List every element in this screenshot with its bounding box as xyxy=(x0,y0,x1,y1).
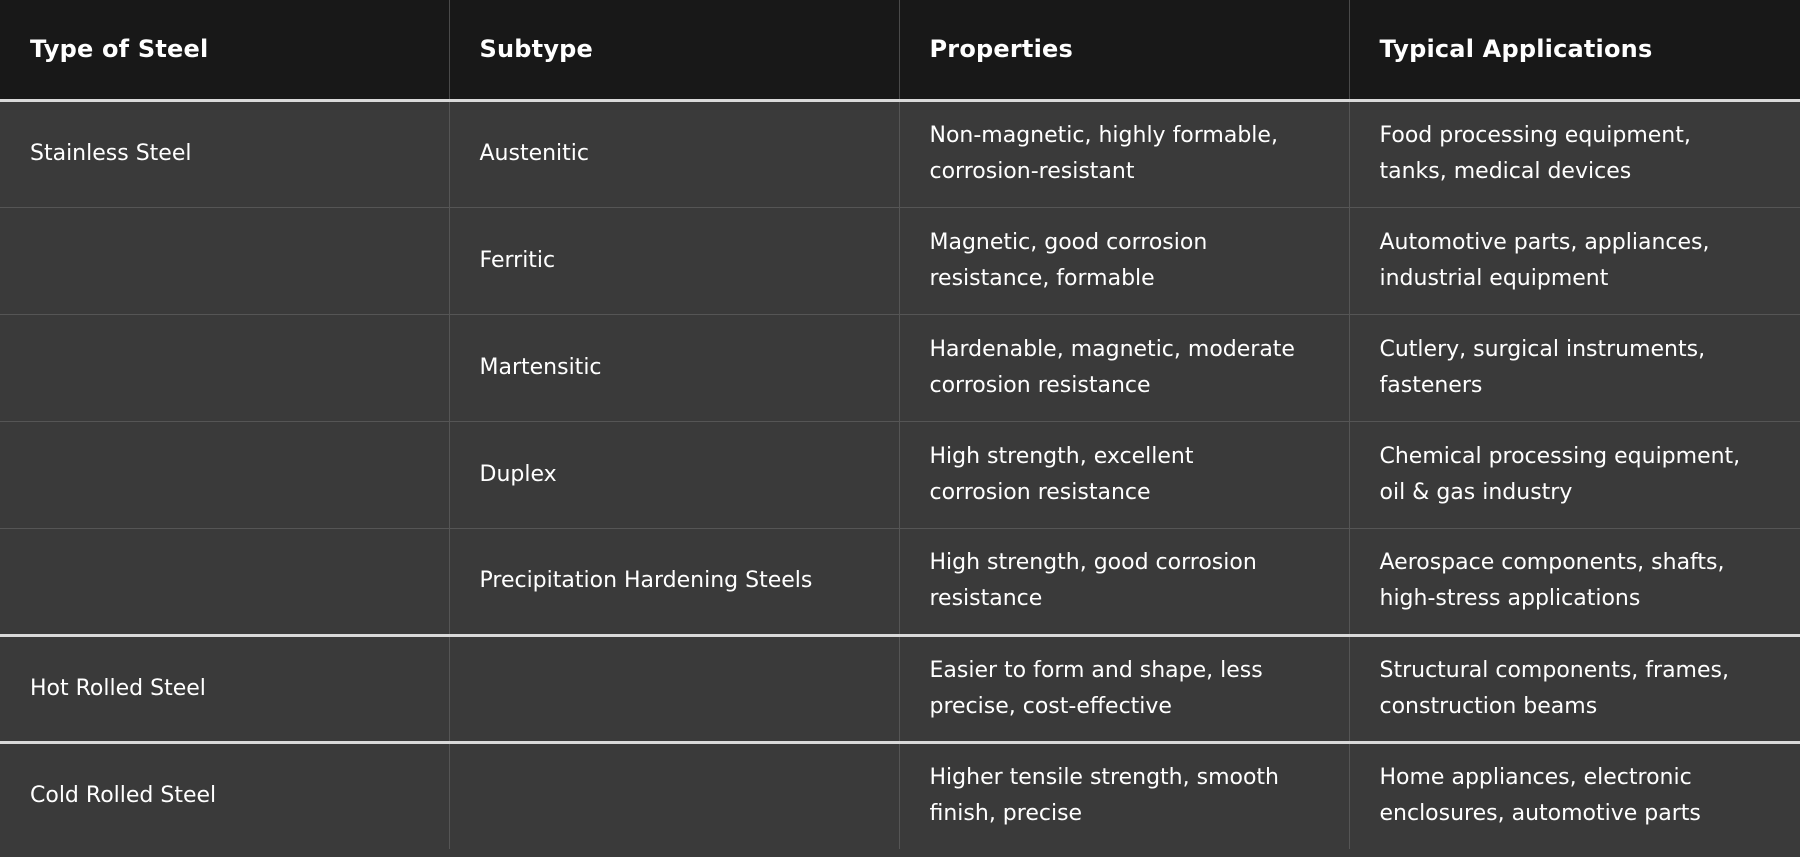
table-row xyxy=(0,635,1800,742)
line: Home appliances, electronic xyxy=(1379,765,1692,791)
cell-subtype: Duplex xyxy=(449,421,899,528)
table-row xyxy=(0,207,1800,314)
cell-properties xyxy=(899,421,1349,528)
cell-subtype: Ferritic xyxy=(449,207,899,314)
cell-type xyxy=(0,528,449,635)
cell-applications xyxy=(1349,314,1800,421)
cell-applications xyxy=(1349,100,1800,207)
cell-applications xyxy=(1349,207,1800,314)
cell-applications xyxy=(1349,635,1800,742)
header-properties: Properties xyxy=(899,0,1349,100)
cell-applications xyxy=(1349,421,1800,528)
line: Structural components, frames, xyxy=(1379,657,1729,683)
table-row xyxy=(0,742,1800,849)
line: Magnetic, good corrosion xyxy=(929,229,1208,255)
cell-properties xyxy=(899,100,1349,207)
table-header xyxy=(0,0,1800,100)
line: Higher tensile strength, smooth xyxy=(929,765,1279,791)
line: finish, precise xyxy=(929,801,1083,827)
table-row xyxy=(0,100,1800,207)
line: Easier to form and shape, less xyxy=(929,657,1263,683)
table-row xyxy=(0,528,1800,635)
cell-properties xyxy=(899,742,1349,849)
line: Chemical processing equipment, xyxy=(1379,443,1741,469)
header-row xyxy=(0,0,1800,100)
header-type-of-steel: Type of Steel xyxy=(0,0,449,100)
line: Food processing equipment, xyxy=(1379,123,1691,148)
line: corrosion resistance xyxy=(929,479,1151,505)
line: industrial equipment xyxy=(1379,265,1609,291)
cell-properties xyxy=(899,207,1349,314)
table-body xyxy=(0,100,1800,849)
cell-subtype: Martensitic xyxy=(449,314,899,421)
line: Non-magnetic, highly formable, xyxy=(929,123,1278,148)
cell-type: Cold Rolled Steel xyxy=(0,742,449,849)
cell-type xyxy=(0,207,449,314)
line: Hardenable, magnetic, moderate xyxy=(929,336,1295,362)
cell-properties xyxy=(899,314,1349,421)
cell-applications xyxy=(1349,742,1800,849)
line: Aerospace components, shafts, xyxy=(1379,550,1725,575)
cell-properties xyxy=(899,528,1349,635)
line: Cutlery, surgical instruments, xyxy=(1379,336,1706,362)
cell-type xyxy=(0,314,449,421)
cell-subtype: Austenitic xyxy=(449,100,899,207)
line: resistance, formable xyxy=(929,265,1155,291)
line: enclosures, automotive parts xyxy=(1379,801,1701,827)
line: fasteners xyxy=(1379,372,1483,398)
cell-subtype xyxy=(449,635,899,742)
line: oil & gas industry xyxy=(1379,479,1573,505)
line: resistance xyxy=(929,586,1043,611)
line: corrosion resistance xyxy=(929,372,1151,398)
cell-type: Stainless Steel xyxy=(0,100,449,207)
header-typical-applications: Typical Applications xyxy=(1349,0,1800,100)
line: Automotive parts, appliances, xyxy=(1379,229,1710,255)
table-row xyxy=(0,314,1800,421)
table-row xyxy=(0,421,1800,528)
line: high-stress applications xyxy=(1379,586,1641,611)
cell-applications xyxy=(1349,528,1800,635)
line: High strength, good corrosion xyxy=(929,550,1257,575)
line: High strength, excellent xyxy=(929,443,1194,469)
line: precise, cost-effective xyxy=(929,693,1172,719)
cell-properties xyxy=(899,635,1349,742)
line: construction beams xyxy=(1379,693,1598,719)
header-subtype: Subtype xyxy=(449,0,899,100)
cell-type: Hot Rolled Steel xyxy=(0,635,449,742)
cell-subtype: Precipitation Hardening Steels xyxy=(449,528,899,635)
cell-type xyxy=(0,421,449,528)
cell-subtype xyxy=(449,742,899,849)
line: tanks, medical devices xyxy=(1379,159,1632,184)
line: corrosion-resistant xyxy=(929,159,1135,184)
